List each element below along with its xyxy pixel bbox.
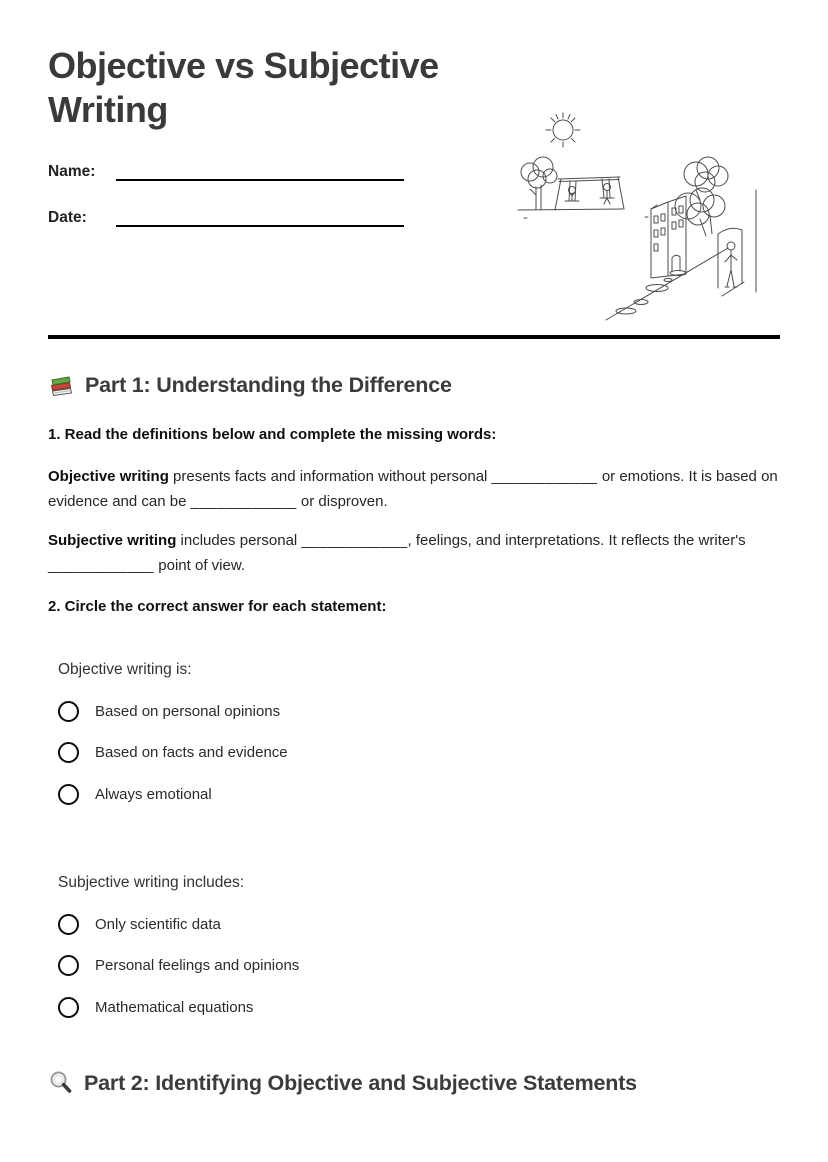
page-title: Objective vs Subjective Writing bbox=[48, 45, 439, 130]
definition-text: includes personal bbox=[176, 532, 302, 549]
books-icon bbox=[48, 372, 75, 399]
definition-text: point of view. bbox=[154, 557, 245, 574]
option-label: Based on facts and evidence bbox=[95, 744, 288, 761]
subjective-term: Subjective writing bbox=[48, 532, 177, 549]
radio-option[interactable] bbox=[58, 996, 780, 1018]
radio-option[interactable] bbox=[58, 783, 780, 805]
playground-street-illustration bbox=[510, 106, 770, 322]
option-label: Always emotional bbox=[95, 785, 212, 803]
sun-drawing bbox=[546, 113, 580, 147]
definition-objective bbox=[48, 464, 780, 514]
date-label: Date: bbox=[48, 209, 87, 226]
radio-circle-icon[interactable] bbox=[58, 955, 79, 976]
blank-field[interactable]: ____________ bbox=[491, 468, 598, 485]
radio-option[interactable] bbox=[58, 955, 780, 977]
section-divider bbox=[48, 335, 780, 339]
name-input-line[interactable] bbox=[116, 157, 404, 181]
radio-circle-icon[interactable] bbox=[58, 784, 79, 805]
magnifier-icon bbox=[48, 1070, 74, 1096]
radio-circle-icon[interactable] bbox=[58, 742, 79, 763]
date-input-line[interactable] bbox=[116, 203, 404, 227]
radio-option[interactable] bbox=[58, 742, 780, 764]
option-label: Only scientific data bbox=[95, 915, 221, 933]
question-label: Subjective writing includes: bbox=[58, 874, 245, 891]
name-label: Name: bbox=[48, 163, 96, 180]
radio-option[interactable] bbox=[58, 700, 780, 722]
definition-text: or emotions. It is based on evidence and can be bbox=[48, 468, 778, 510]
blank-field[interactable]: ____________ bbox=[190, 493, 297, 510]
option-label: Personal feelings and opinions bbox=[95, 957, 300, 974]
tree-drawing bbox=[521, 157, 557, 209]
definition-subjective bbox=[48, 528, 780, 578]
radio-circle-icon[interactable] bbox=[58, 997, 79, 1018]
question-group-objective bbox=[48, 661, 780, 805]
radio-circle-icon[interactable] bbox=[58, 914, 79, 935]
objective-term: Objective writing bbox=[48, 468, 169, 485]
radio-option[interactable] bbox=[58, 913, 780, 935]
part2-heading bbox=[48, 1070, 780, 1096]
blank-field[interactable]: ____________ bbox=[48, 557, 155, 574]
question-group-subjective bbox=[48, 874, 780, 1018]
definition-text: presents facts and information without personal bbox=[168, 468, 492, 485]
part1-heading-text: Part 1: Understanding the Difference bbox=[85, 373, 452, 397]
part2-heading-text: Part 2: Identifying Objective and Subjective Statements bbox=[84, 1070, 637, 1095]
swing-set-drawing bbox=[518, 177, 648, 218]
part1-heading bbox=[48, 372, 780, 399]
definition-text: , feelings, and interpretations. It reflects the writer's bbox=[407, 532, 746, 549]
street-scene-drawing bbox=[606, 157, 756, 320]
question-label: Objective writing is: bbox=[58, 661, 192, 678]
definition-text: or disproven. bbox=[296, 493, 388, 510]
radio-circle-icon[interactable] bbox=[58, 701, 79, 722]
instruction-1: 1. Read the definitions below and complete the missing words: bbox=[48, 426, 497, 443]
instruction-2: 2. Circle the correct answer for each statement: bbox=[48, 598, 387, 615]
worksheet-page bbox=[0, 44, 828, 1162]
blank-field[interactable]: ____________ bbox=[301, 532, 408, 549]
option-label: Mathematical equations bbox=[95, 998, 254, 1016]
option-label: Based on personal opinions bbox=[95, 702, 281, 720]
